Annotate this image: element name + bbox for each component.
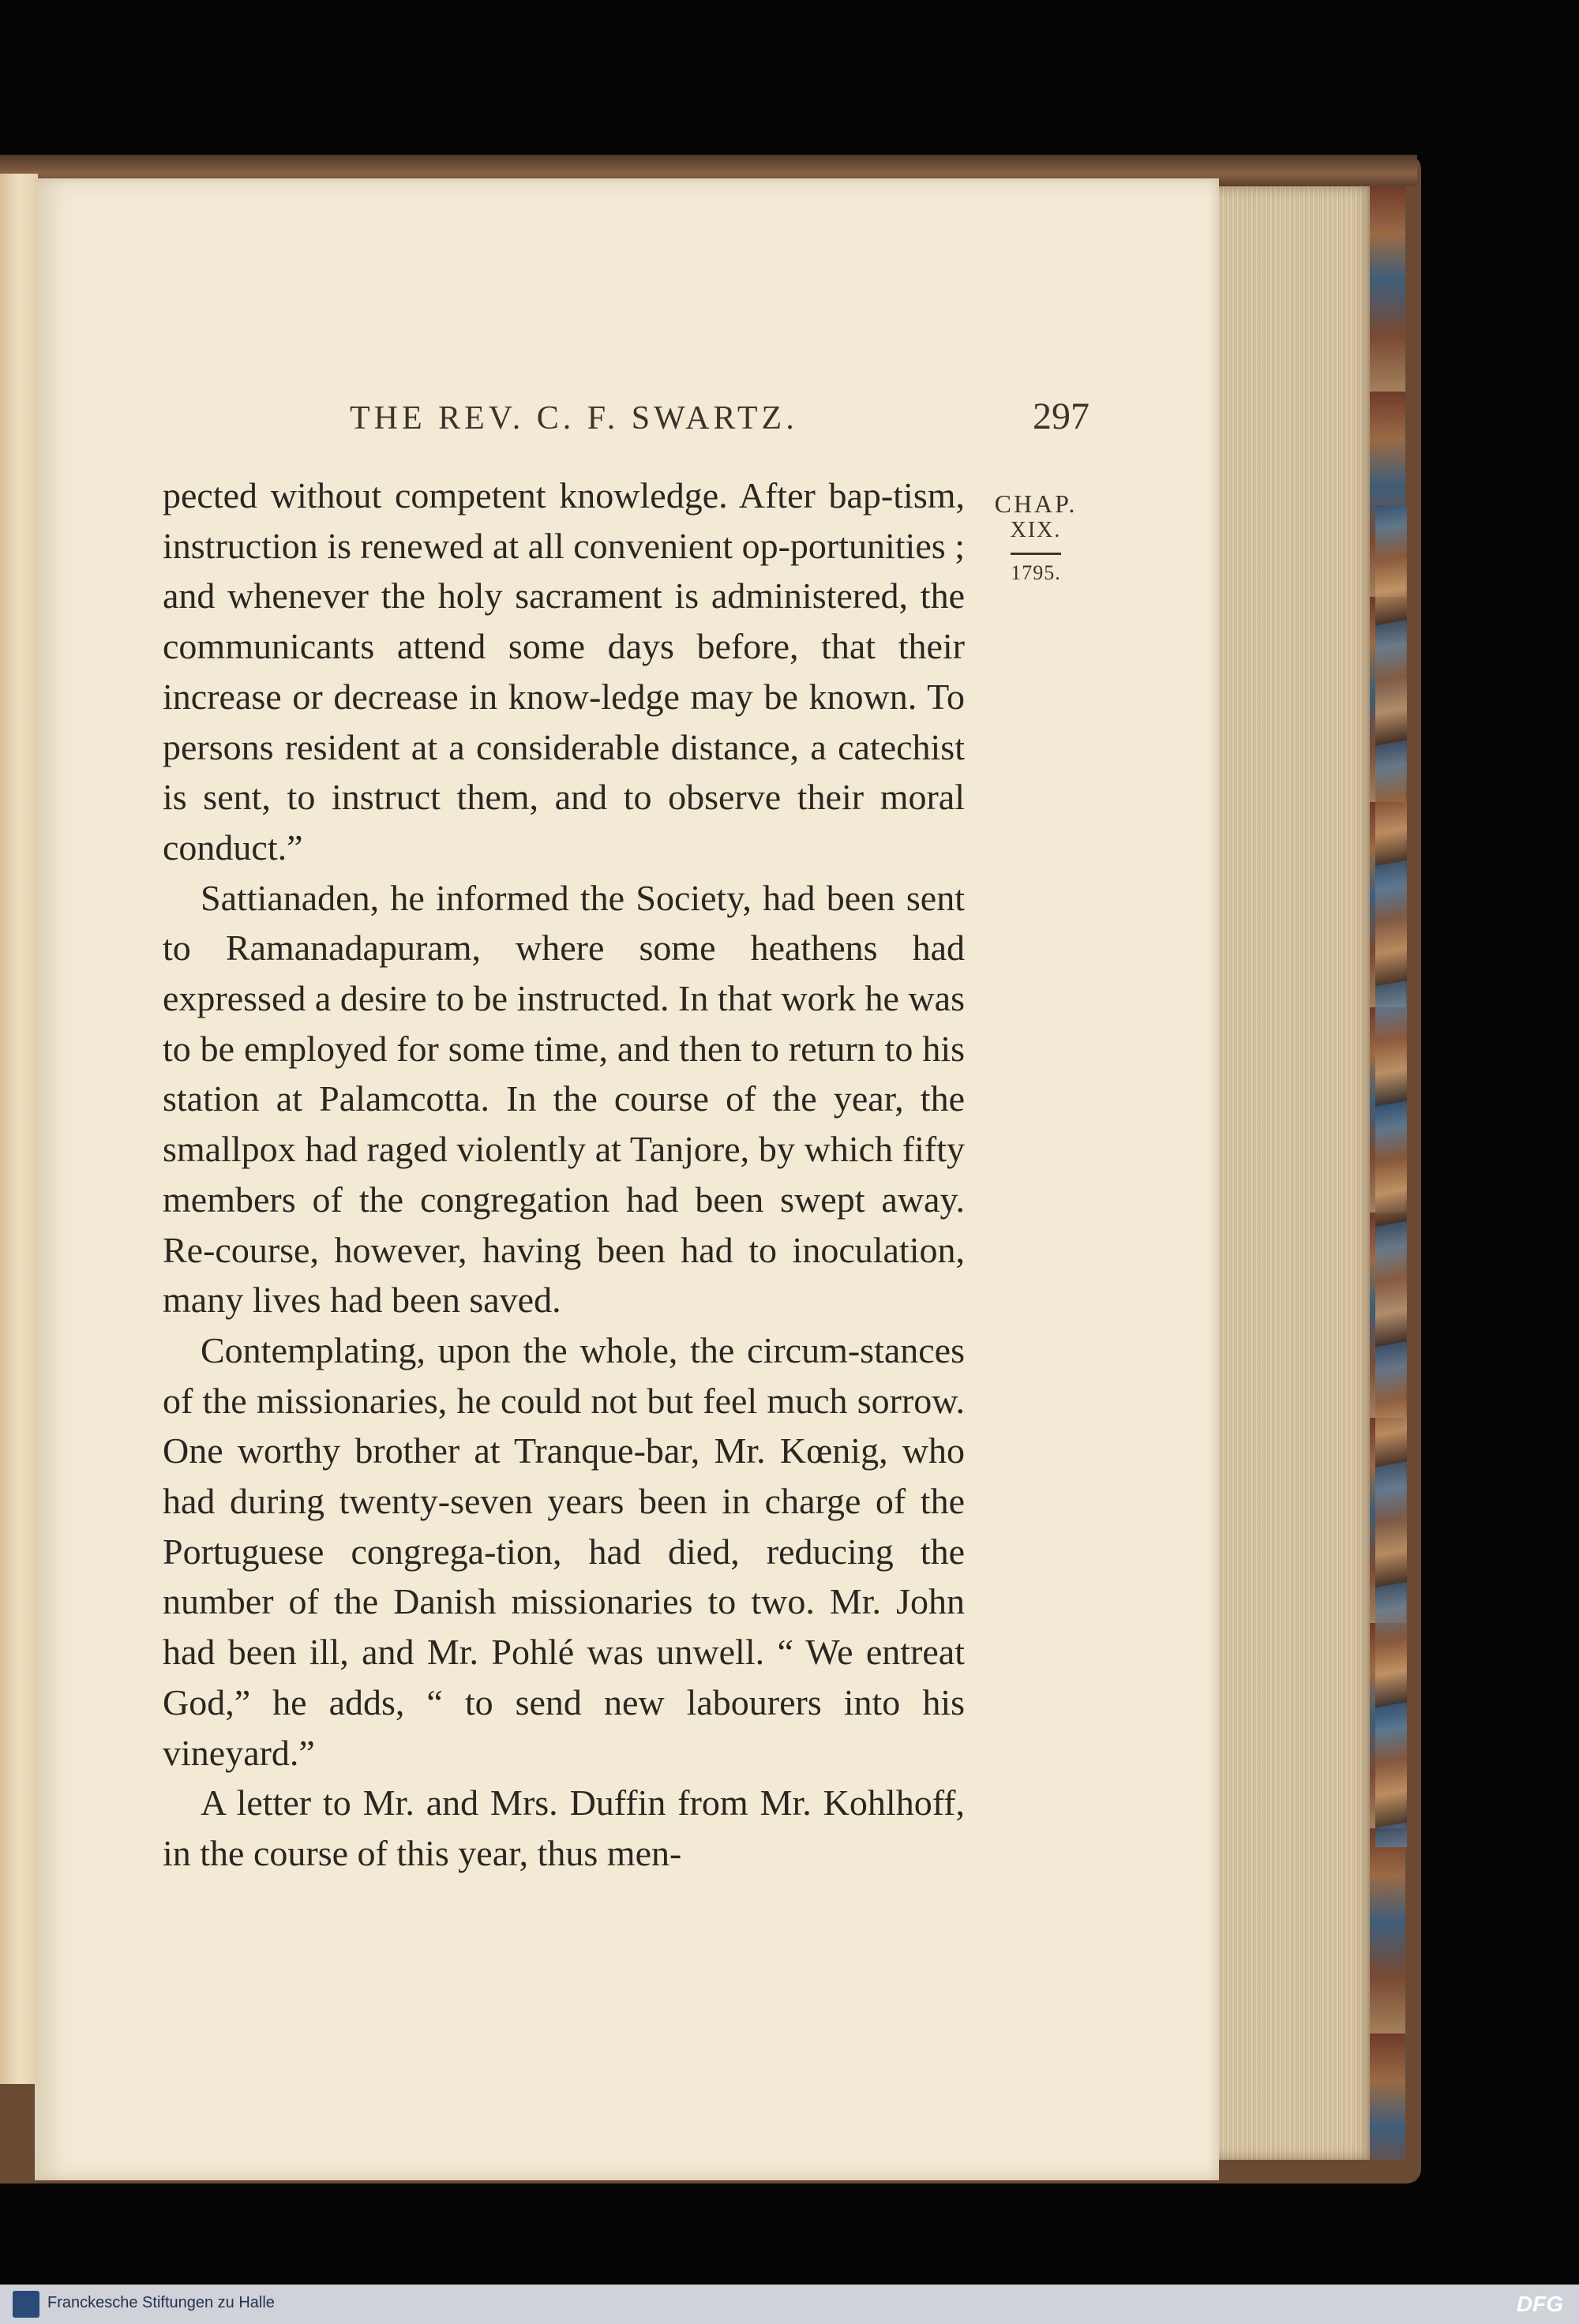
fore-edge-pages xyxy=(1206,186,1375,2160)
institution-name: Franckesche Stiftungen zu Halle xyxy=(47,2294,275,2311)
marbled-board xyxy=(1375,505,1407,1847)
paragraph: Sattianaden, he informed the Society, had been sent to Ramanadapuram, where some heathens had expressed a desire to be instructed. In that work he was to be employed for some time, and then to return to his station at Palamcotta. In the course of the year, the smallpox had raged violently at Tanjore, by which fifty members of the congregation had been swept away. Re-course, however, having been had to inoculation, many lives had been saved. xyxy=(163,877,965,1321)
paragraph: Contemplating, upon the whole, the circum-stances of the missionaries, he could not but feel much sorrow. One worthy brother at Tranque-bar, Mr. Kœnig, who had during twenty-seven years been in charge of the Portuguese congrega-tion, had died, reducing the number of the Danish missionaries to two. Mr. John had been ill, and Mr. Pohlé was unwell. “ We entreat God,” he adds, “ to send new labourers into his vineyard.” xyxy=(163,1329,965,1773)
viewer-footer xyxy=(0,2285,1579,2324)
margin-year: 1795. xyxy=(1011,561,1061,584)
body-text xyxy=(163,470,965,1879)
paragraph: pected without competent knowledge. After bap-tism, instruction is renewed at all convenient op-portunities ; and whenever the holy sacrament is administered, the communicants attend some days before, that their increase or decrease in know-ledge may be known. To persons resident at a considerable distance, a catechist is sent, to instruct them, and to observe their moral conduct.” xyxy=(163,475,965,868)
institution-logo-icon xyxy=(13,2291,39,2318)
margin-rule xyxy=(1011,553,1061,555)
margin-note xyxy=(988,489,1083,585)
margin-chapter-number: XIX. xyxy=(1010,518,1062,542)
paragraph: A letter to Mr. and Mrs. Duffin from Mr. Kohlhoff, in the course of this year, thus men- xyxy=(163,1782,965,1873)
dfg-logo: DFG xyxy=(1516,2292,1563,2316)
gutter-page-edge xyxy=(0,174,38,2084)
running-head: THE REV. C. F. SWARTZ. xyxy=(350,400,798,437)
page-number: 297 xyxy=(1033,395,1090,437)
margin-chapter-label: CHAP. xyxy=(994,489,1078,518)
